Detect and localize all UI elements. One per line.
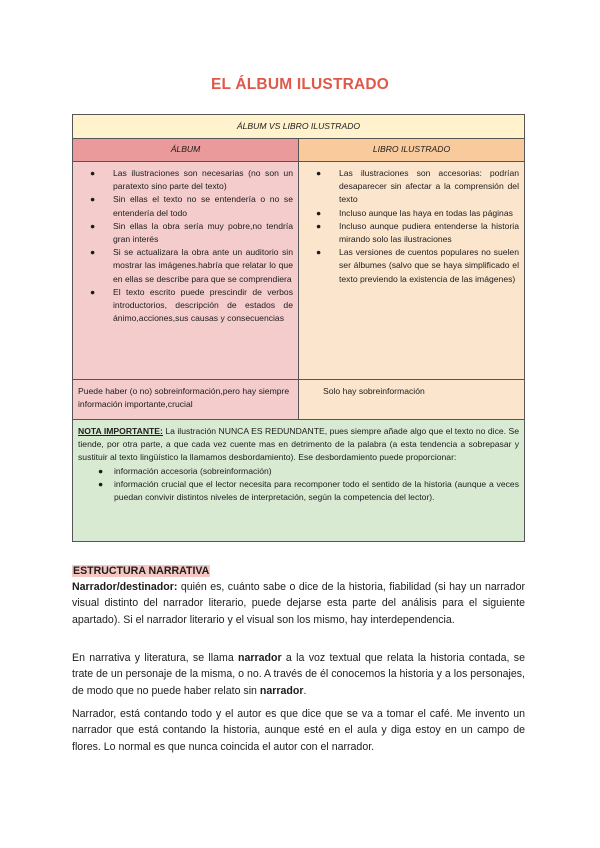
- bullet-icon: ●: [316, 168, 322, 178]
- album-cell: [73, 162, 299, 380]
- bullet-icon: ●: [316, 207, 322, 218]
- column-header-album: ÁLBUM: [73, 139, 299, 162]
- list-item: ● Incluso aunque las haya en todas las páginas: [303, 207, 519, 220]
- list-item: ● Sin ellas la obra sería muy pobre,no tendría gran interés: [90, 220, 293, 245]
- list-item: ● Sin ellas el texto no se entendería o no se entendería del todo: [90, 194, 293, 218]
- bullet-icon: ●: [316, 247, 322, 258]
- list-item: ● información accesoria (sobreinformación): [78, 465, 519, 478]
- table-header: ÁLBUM VS LIBRO ILUSTRADO: [73, 115, 525, 139]
- list-item: ● Las versiones de cuentos populares no suelen ser álbumes (salvo que se haya simplificado el texto previendo la existencia de las imágenes): [316, 247, 519, 284]
- libro-extra-cell: Solo hay sobreinformación: [299, 380, 525, 420]
- album-list: [77, 167, 293, 325]
- list-item: ● Incluso aunque pudiera entenderse la historia mirando solo las ilustraciones: [316, 220, 519, 245]
- column-header-libro: LIBRO ILUSTRADO: [299, 139, 525, 162]
- bullet-icon: ●: [90, 286, 96, 297]
- note-list: [78, 465, 519, 505]
- note-text: La ilustración NUNCA ES REDUNDANTE, pues siempre añade algo que el texto no dice. Se tiende, por otra parte, a que cada vez cuente mas en detrimento de la palabra (a esta tendencia a sobrepasar y sustituir al texto lingüístico la llamamos desbordamiento). Ese desbordamiento puede proporcionar:: [78, 426, 520, 463]
- list-item: ● información crucial que el lector necesita para recomponer todo el sentido de la historia (aunque a veces puedan convivir distintos niveles de interpretación, según la competencia del lector).: [98, 478, 519, 503]
- paragraph-narrador: Narrador/destinador: quién es, cuánto sabe o dice de la historia, fiabilidad (si hay un narrador visual distinto del narrador literario, puede dejarse esta parte del análisis para el siguiente apartado). Si el narrador literario y el visual son los mismo, hay interdependencia.: [72, 581, 525, 626]
- list-item: ● Las ilustraciones son necesarias (no son un paratexto sino parte del texto): [90, 168, 293, 192]
- bullet-icon: ●: [90, 220, 96, 231]
- paragraph-ejemplo: Narrador, está contando todo y el autor es que dice que se va a tomar el café. Me invento un narrador que está contando la historia, aunque esté en el aula y diga estoy en un campo de flores. Lo normal es que nunca coincida el autor con el narrador.: [72, 708, 525, 753]
- note-cell: [73, 420, 525, 542]
- paragraph-definicion: En narrativa y literatura, se llama narrador a la voz textual que relata la historia contada, se trate de un personaje de la misma, o no. A través de él conocemos la historia y a los personajes, de modo que no puede haber relato sin narrador.: [72, 652, 525, 697]
- note-paragraph: [78, 425, 519, 465]
- album-extra-cell: Puede haber (o no) sobreinformación,pero hay siempre información importante,crucial: [73, 380, 299, 420]
- document-title: EL ÁLBUM ILUSTRADO: [210, 76, 390, 93]
- section-heading: ESTRUCTURA NARRATIVA: [73, 565, 210, 577]
- bullet-icon: ●: [90, 168, 96, 178]
- comparison-table: [72, 114, 525, 542]
- bullet-icon: ●: [90, 194, 96, 205]
- bullet-icon: ●: [98, 465, 104, 476]
- bullet-icon: ●: [90, 247, 96, 258]
- list-item: ● Si se actualizara la obra ante un auditorio sin mostrar las imágenes.habría que relatar lo que en ellas se describe para que se comprendiera: [90, 247, 293, 284]
- bullet-icon: ●: [316, 220, 322, 231]
- libro-list: [303, 167, 519, 286]
- bullet-icon: ●: [98, 478, 104, 489]
- note-label: NOTA IMPORTANTE:: [78, 426, 163, 436]
- list-item: ● El texto escrito puede prescindir de verbos introductorios, descripción de estados de ánimo,acciones,sus causas y consecuencias: [90, 286, 293, 324]
- list-item: ● Las ilustraciones son accesorias: podrían desaparecer sin afectar a la comprensión del texto: [316, 168, 519, 205]
- libro-cell: [299, 162, 525, 380]
